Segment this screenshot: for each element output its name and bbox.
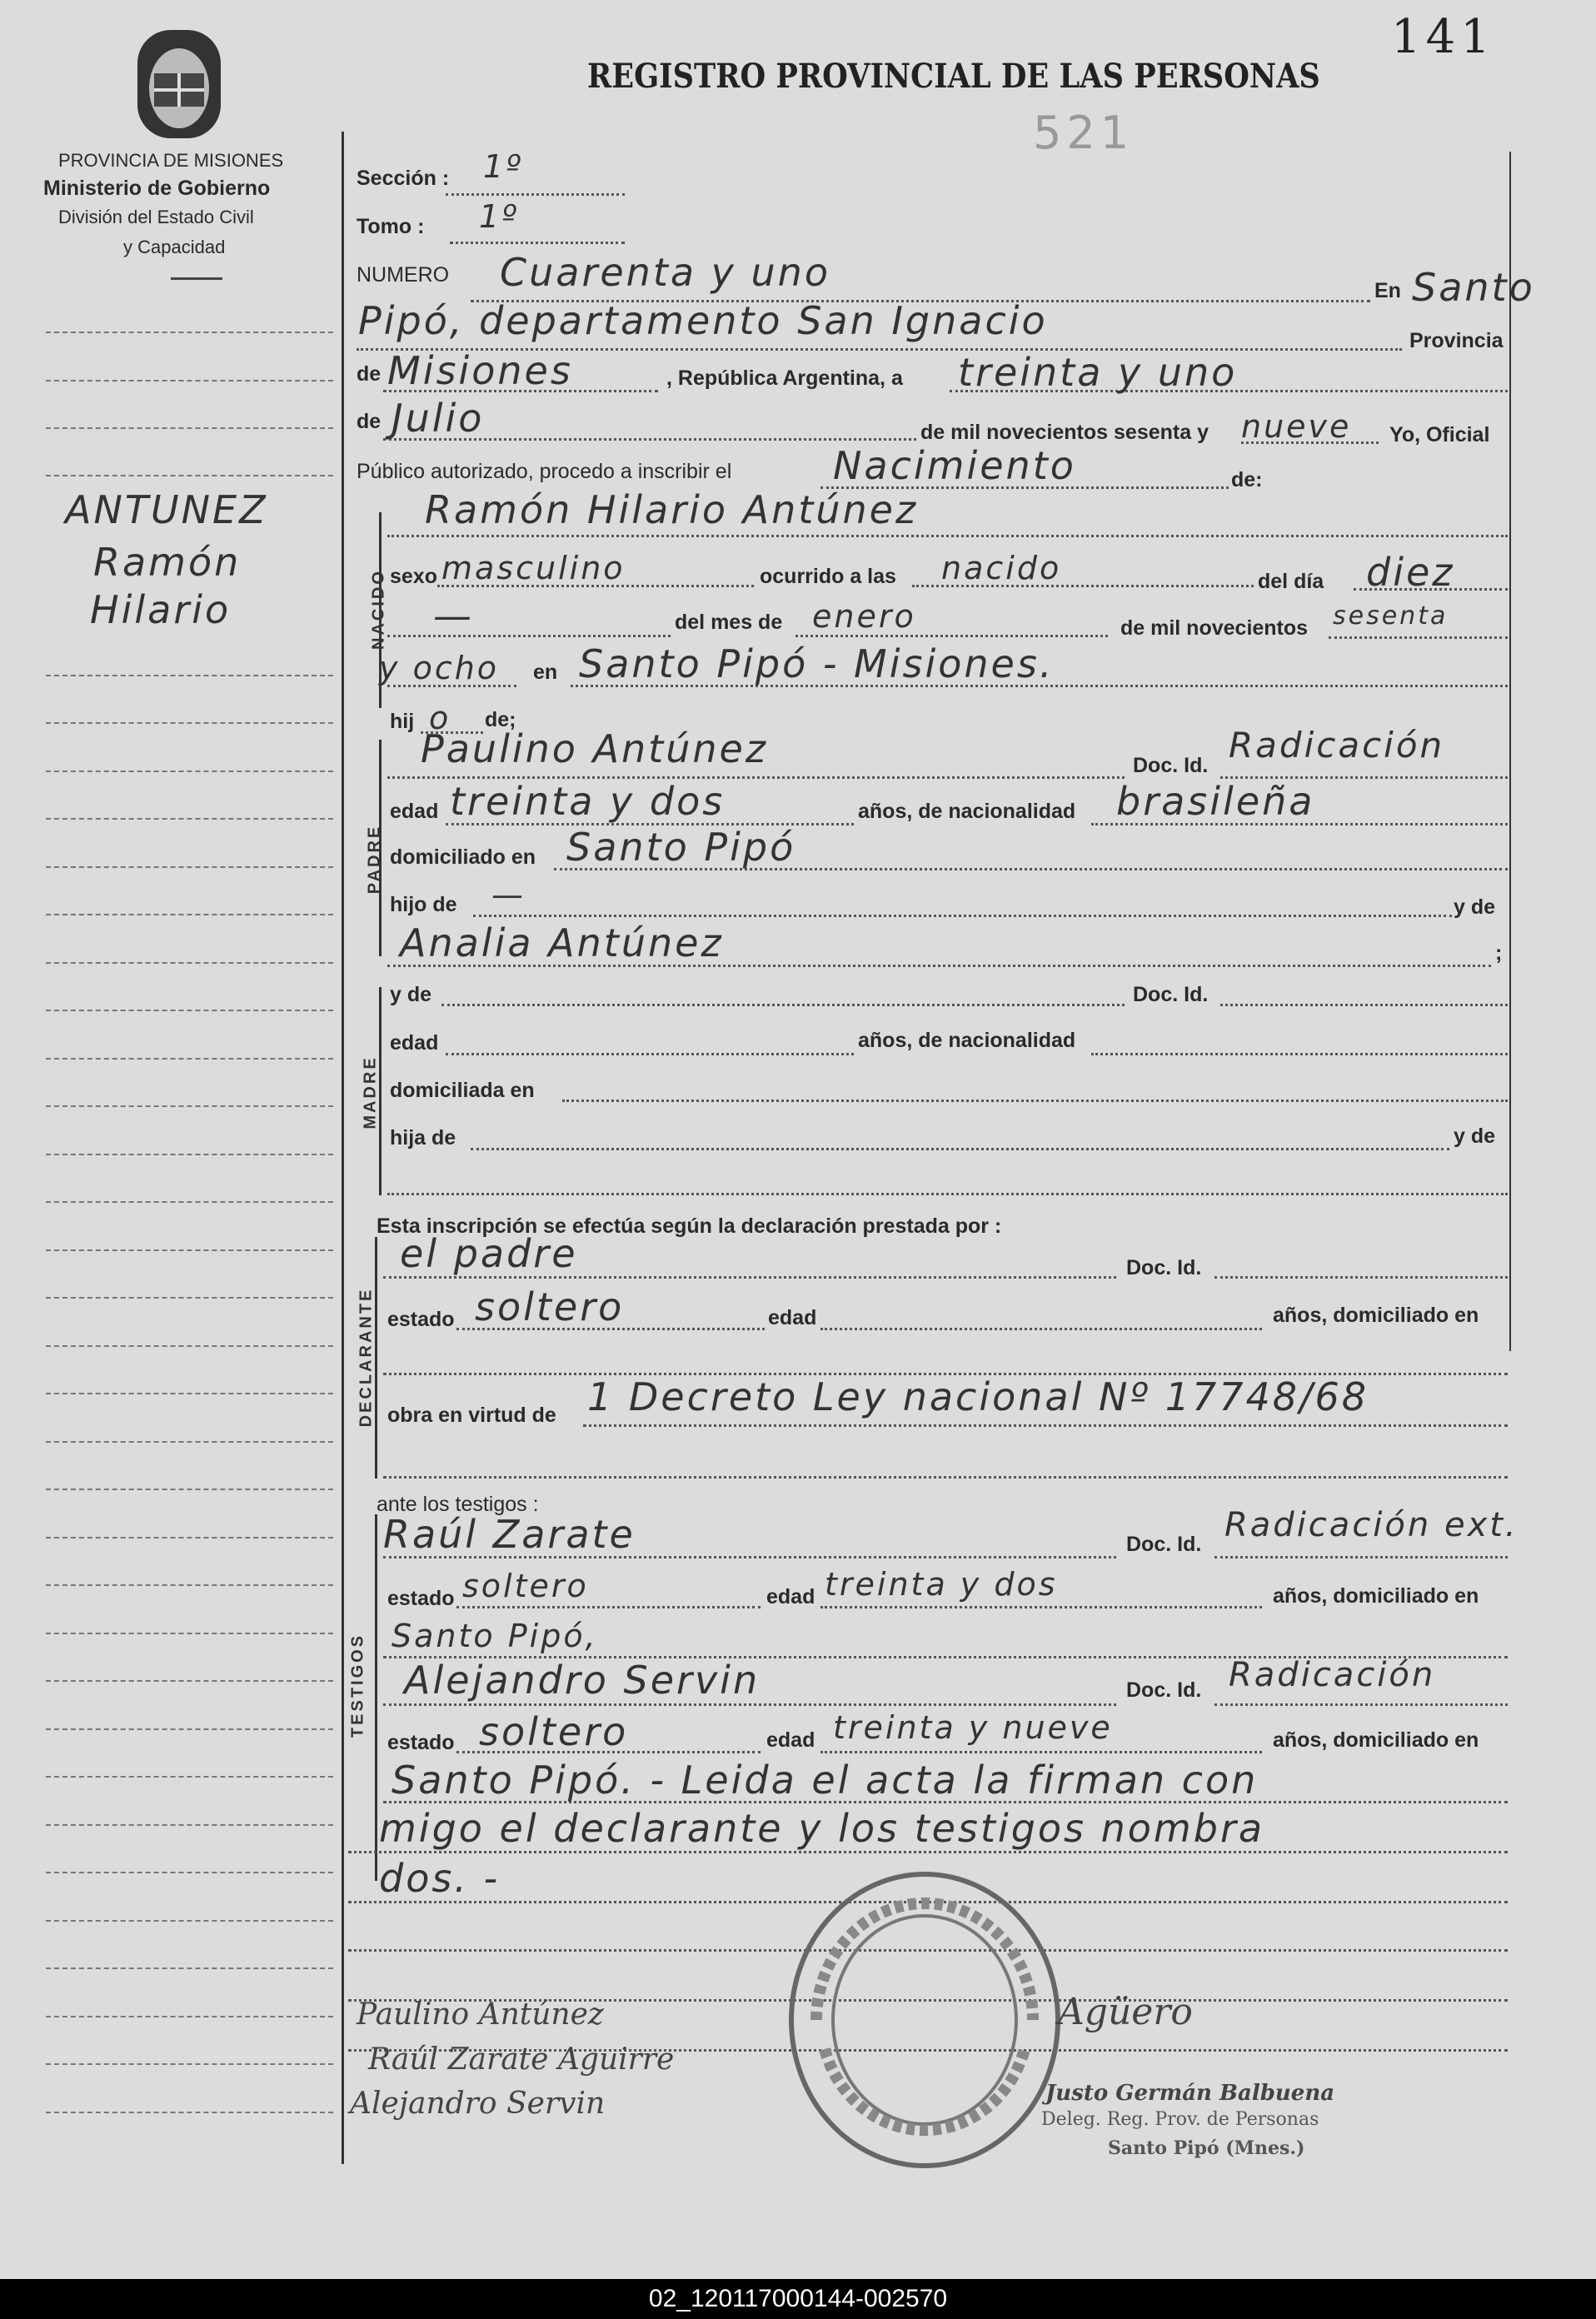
entry-fecha-anio: nueve — [1241, 408, 1352, 445]
label-en-nacido: en — [533, 661, 558, 684]
entry-provincia: Misiones — [387, 348, 573, 393]
label-ocurrido: ocurrido a las — [760, 565, 896, 588]
office-division-1: División del Estado Civil — [58, 207, 254, 227]
coat-of-arms-emblem — [129, 23, 229, 148]
right-vertical-rule — [1509, 152, 1511, 1351]
official-title: Deleg. Reg. Prov. de Personas — [1041, 2109, 1319, 2130]
label-semicolon: ; — [1495, 941, 1503, 965]
entry-hij: o — [429, 700, 451, 736]
label-padre-dom: domiciliado en — [390, 845, 536, 869]
label-de-colon: de: — [1231, 468, 1263, 491]
entry-numero: Cuarenta y uno — [500, 250, 830, 295]
office-division-2: y Capacidad — [123, 237, 226, 257]
label-t1-anos-dom: años, domiciliado en — [1273, 1584, 1479, 1608]
entry-t1-doc: Radicación ext. — [1224, 1506, 1519, 1544]
label-de-1: de — [357, 362, 382, 386]
entry-fecha-dia: treinta y uno — [958, 350, 1238, 395]
label-padre-nac: años, de nacionalidad — [858, 800, 1076, 823]
label-inscripcion: Esta inscripción se efectúa según la declaración prestada por : — [377, 1214, 1002, 1238]
label-tomo: Tomo : — [357, 215, 425, 238]
label-t2-edad: edad — [766, 1728, 815, 1752]
label-t1-estado: estado — [387, 1587, 455, 1610]
label-t2-doc: Doc. Id. — [1126, 1678, 1202, 1702]
signature-4: Agüero — [1058, 1991, 1193, 2033]
document-title: REGISTRO PROVINCIAL DE LAS PERSONAS — [587, 57, 1320, 96]
label-del-dia: del día — [1258, 570, 1324, 593]
margin-given-1: Ramón — [93, 540, 242, 585]
margin-given-2: Hilario — [90, 587, 232, 632]
entry-padre-dom: Santo Pipó — [566, 825, 796, 870]
entry-nombre: Ramón Hilario Antúnez — [425, 487, 919, 532]
label-republica: , República Argentina, a — [666, 367, 903, 390]
entry-lugar-nac: Santo Pipó - Misiones. — [579, 641, 1055, 686]
entry-tomo: 1º — [479, 198, 520, 235]
label-decl-edad: edad — [768, 1306, 817, 1329]
side-label-declarante: DECLARANTE — [357, 1287, 376, 1428]
label-provincia: Provincia — [1409, 329, 1504, 352]
entry-anio-2: y ocho — [379, 650, 500, 686]
entry-padre-doc: Radicación — [1229, 725, 1445, 766]
label-de-2: de — [357, 410, 382, 433]
entry-testigo-2: Alejandro Servin — [404, 1658, 761, 1703]
entry-cierre-2: migo el declarante y los testigos nombra — [379, 1806, 1265, 1851]
archive-id-footer: 02_120117000144-002570 — [0, 2279, 1596, 2319]
label-padre-edad: edad — [390, 800, 439, 823]
label-de-semi: de; — [485, 708, 516, 731]
entry-t2-estado: soltero — [479, 1709, 629, 1754]
label-madre-edad: edad — [390, 1031, 439, 1055]
entry-ocurrido: nacido — [941, 550, 1062, 586]
side-label-padre: PADRE — [365, 824, 384, 895]
margin-surname: ANTUNEZ — [65, 487, 268, 532]
entry-testigo-1: Raúl Zarate — [383, 1512, 636, 1557]
main-vertical-rule — [342, 132, 344, 2164]
entry-dia: diez — [1366, 550, 1455, 595]
entry-decl-estado: soltero — [475, 1284, 625, 1329]
official-seal-stamp — [783, 1866, 1066, 2174]
label-seccion: Sección : — [357, 167, 450, 190]
entry-t1-edad: treinta y dos — [825, 1566, 1058, 1603]
label-madre-y-de: y de — [390, 983, 432, 1006]
entry-padre-nombre: Paulino Antúnez — [421, 726, 768, 771]
entry-sexo: masculino — [441, 550, 626, 586]
entry-padre-edad: treinta y dos — [450, 779, 726, 824]
office-ministry: Ministerio de Gobierno — [43, 177, 271, 200]
entry-acto: Nacimiento — [833, 443, 1076, 488]
label-padre-hijo-de: hijo de — [390, 893, 457, 916]
entry-seccion: 1º — [483, 148, 524, 185]
label-madre-nac: años, de nacionalidad — [858, 1029, 1076, 1052]
stamp-number: 521 — [1033, 107, 1135, 159]
label-sexo: sexo — [390, 565, 437, 588]
label-t2-anos-dom: años, domiciliado en — [1273, 1728, 1479, 1752]
label-t1-edad: edad — [766, 1585, 815, 1608]
label-obra: obra en virtud de — [387, 1404, 556, 1427]
entry-padre-hijo-de: — — [491, 876, 526, 913]
label-decl-estado: estado — [387, 1308, 455, 1331]
label-padre-y-de: y de — [1454, 895, 1496, 919]
entry-fecha-mes: Julio — [392, 396, 485, 441]
entry-obra: 1 Decreto Ley nacional Nº 17748/68 — [587, 1374, 1369, 1419]
entry-padre-y-de: Analia Antúnez — [400, 920, 724, 965]
official-place: Santo Pipó (Mnes.) — [1108, 2137, 1305, 2159]
entry-t1-estado: soltero — [462, 1568, 589, 1604]
label-padre-doc: Doc. Id. — [1133, 754, 1209, 777]
entry-hora: — — [433, 593, 474, 638]
label-madre-doc: Doc. Id. — [1133, 983, 1209, 1006]
entry-declarante: el padre — [400, 1231, 578, 1276]
entry-cierre-3: dos. - — [379, 1856, 501, 1901]
label-t1-doc: Doc. Id. — [1126, 1533, 1202, 1556]
entry-t1-dom: Santo Pipó, — [392, 1618, 598, 1654]
label-yo-oficial: Yo, Oficial — [1389, 423, 1490, 446]
label-decl-anos-dom: años, domiciliado en — [1273, 1304, 1479, 1327]
office-province: PROVINCIA DE MISIONES — [58, 150, 284, 171]
label-ante-testigos: ante los testigos : — [377, 1493, 539, 1516]
signature-3: Alejandro Servin — [350, 2087, 606, 2121]
label-madre-dom: domiciliada en — [390, 1079, 535, 1102]
side-label-madre: MADRE — [361, 1055, 380, 1130]
label-de-mil-nov: de mil novecientos — [1120, 616, 1309, 640]
label-publico: Público autorizado, procedo a inscribir el — [357, 460, 732, 483]
side-label-testigos: TESTIGOS — [348, 1633, 367, 1738]
label-t2-estado: estado — [387, 1731, 455, 1754]
label-de-mil: de mil novecientos sesenta y — [920, 421, 1209, 444]
label-hij: hij — [390, 710, 415, 733]
label-madre-y-de-2: y de — [1454, 1125, 1496, 1148]
entry-t2-doc: Radicación — [1229, 1656, 1436, 1694]
entry-lugar: Pipó, departamento San Ignacio — [358, 298, 1048, 343]
signature-2: Raúl Zarate Aguirre — [368, 2042, 675, 2077]
entry-anio-1: sesenta — [1333, 601, 1449, 631]
label-madre-hija-de: hija de — [390, 1126, 456, 1150]
side-label-nacido: NACIDO — [369, 569, 388, 650]
office-underline — [171, 277, 222, 280]
entry-padre-nac: brasileña — [1116, 779, 1315, 824]
entry-en: Santo — [1412, 265, 1535, 310]
signature-1: Paulino Antúnez — [357, 1997, 604, 2032]
page-number: 141 — [1391, 10, 1495, 64]
label-decl-doc: Doc. Id. — [1126, 1256, 1202, 1279]
label-del-mes: del mes de — [675, 611, 783, 634]
label-numero: NUMERO — [357, 263, 450, 287]
official-name: Justo Germán Balbuena — [1045, 2081, 1335, 2106]
entry-t2-edad: treinta y nueve — [833, 1709, 1113, 1746]
entry-mes: enero — [812, 598, 916, 635]
entry-cierre-1: Santo Pipó. - Leida el acta la firman con — [392, 1758, 1259, 1803]
label-en: En — [1374, 279, 1401, 302]
